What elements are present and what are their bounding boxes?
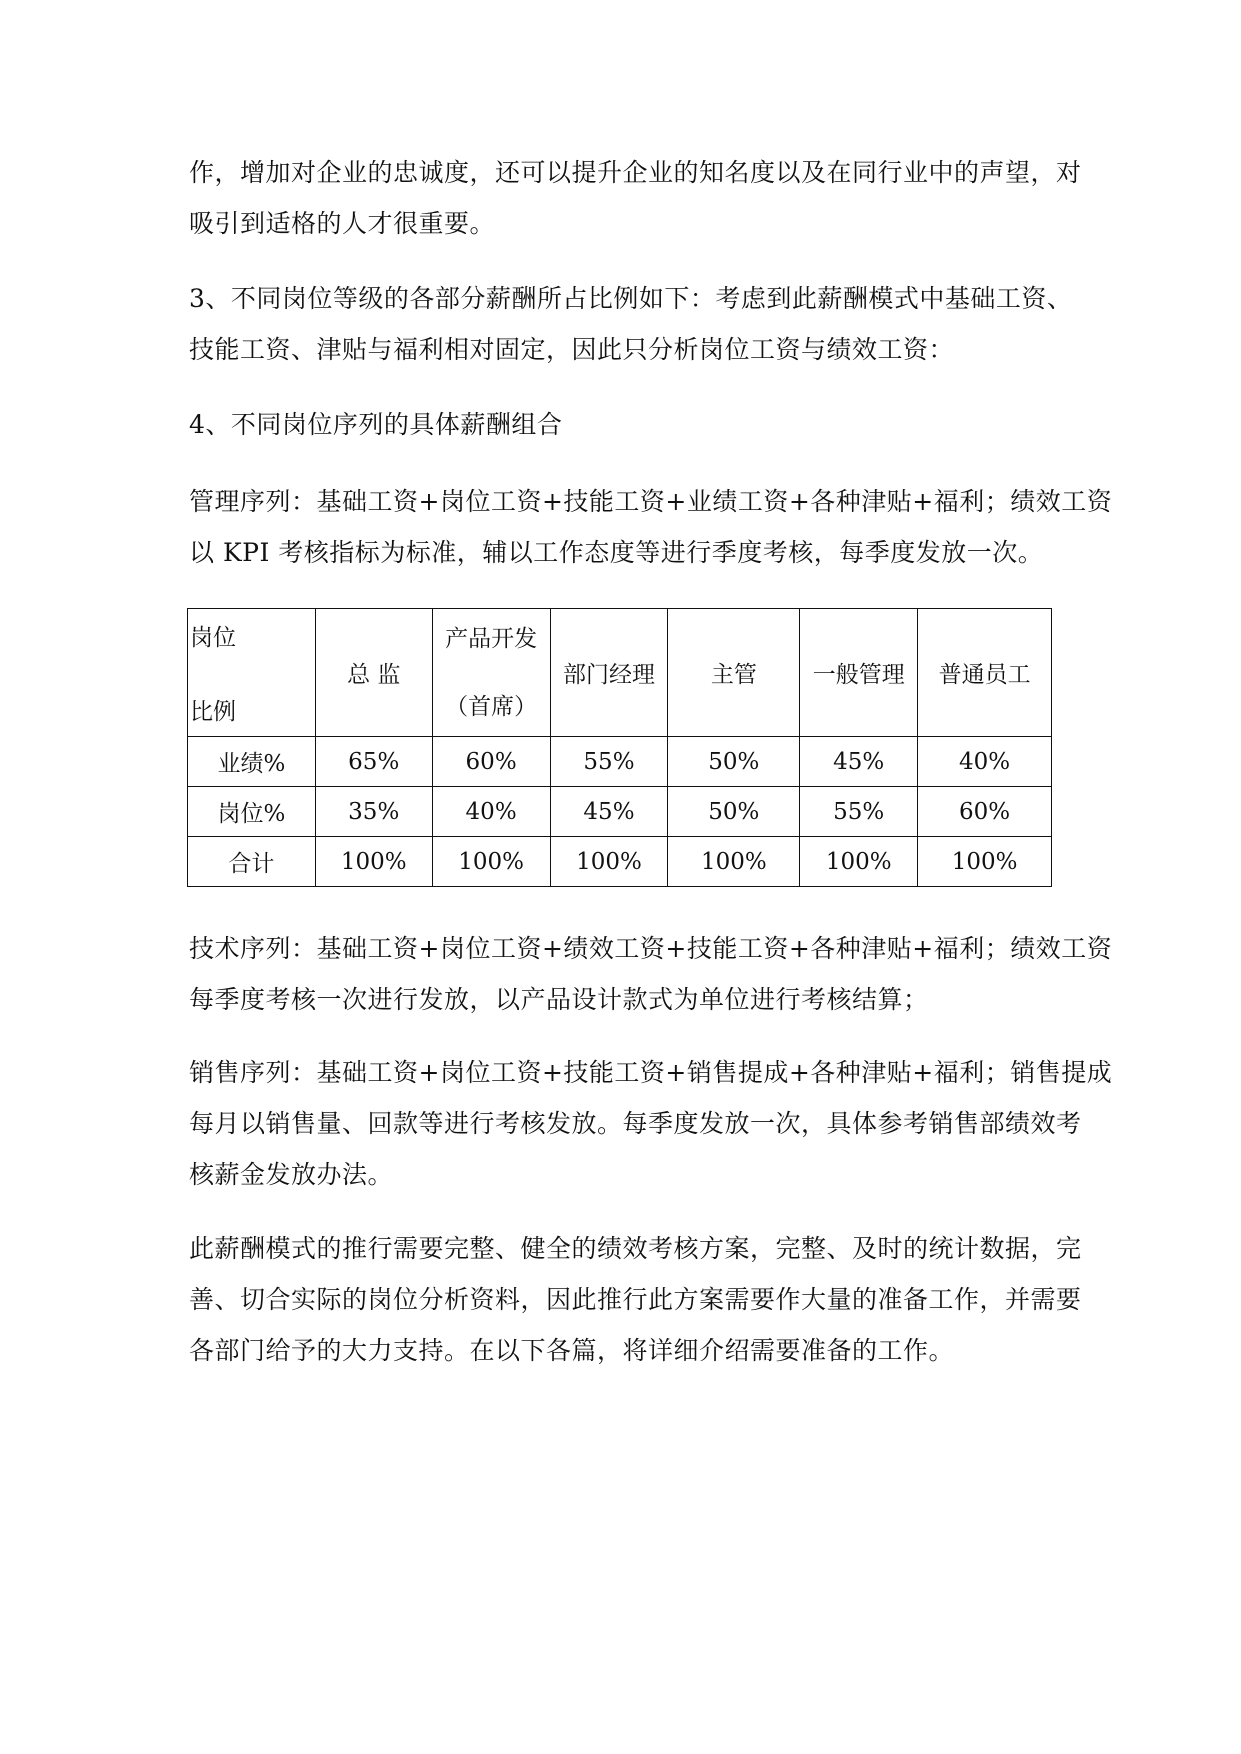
table-cell: 55% [800,787,918,837]
table-header-row [188,609,1052,737]
table-cell: 100% [918,837,1052,887]
table-cell: 35% [315,787,432,837]
table-cell: 100% [315,837,432,887]
header-product-dev [432,609,550,737]
table-cell: 40% [918,737,1052,787]
header-staff: 普通员工 [918,609,1052,737]
table-row [188,787,1052,837]
header-product-dev-line1: 产品开发 [445,625,538,652]
table-row [188,737,1052,787]
text-line: 每季度考核一次进行发放，以产品设计款式为单位进行考核结算； [189,985,929,1014]
text-line: 每月以销售量、回款等进行考核发放。每季度发放一次，具体参考销售部绩效考 [189,1109,1082,1138]
header-dept-manager: 部门经理 [550,609,668,737]
table-row [188,837,1052,887]
text-line: 各部门给予的大力支持。在以下各篇，将详细介绍需要准备的工作。 [189,1336,955,1365]
table-cell: 100% [432,837,550,887]
table-cell: 40% [432,787,550,837]
management-series-paragraph [189,476,1113,578]
table-cell: 50% [668,737,800,787]
salary-ratio-table [187,608,1052,887]
table-cell: 100% [668,837,800,887]
header-general-mgmt: 一般管理 [800,609,918,737]
text-line: 销售序列：基础工资+岗位工资+技能工资+销售提成+各种津贴+福利；销售提成 [189,1058,1113,1087]
table-cell: 45% [800,737,918,787]
row-label: 业绩% [188,737,316,787]
text-line: 以 KPI 考核指标为标准，辅以工作态度等进行季度考核，每季度发放一次。 [189,538,1044,567]
header-supervisor: 主管 [668,609,800,737]
intro-paragraph [189,147,1082,249]
text-line: 技术序列：基础工资+岗位工资+绩效工资+技能工资+各种津贴+福利；绩效工资 [189,934,1113,963]
text-line: 技能工资、津贴与福利相对固定，因此只分析岗位工资与绩效工资： [189,335,955,364]
text-line: 3、不同岗位等级的各部分薪酬所占比例如下：考虑到此薪酬模式中基础工资、 [189,284,1073,313]
sales-series-paragraph [189,1047,1113,1200]
text-line: 4、不同岗位序列的具体薪酬组合 [189,410,563,439]
header-product-dev-line2: （首席） [445,693,538,720]
header-director: 总 监 [315,609,432,737]
closing-paragraph [189,1223,1082,1376]
table-cell: 60% [432,737,550,787]
corner-position-label: 岗位 [190,625,236,651]
table-cell: 100% [550,837,668,887]
text-line: 核薪金发放办法。 [189,1160,394,1189]
section-4-heading [189,399,1069,450]
text-line: 作，增加对企业的忠诚度，还可以提升企业的知名度以及在同行业中的声望，对 [189,158,1082,187]
table-cell: 65% [315,737,432,787]
table-cell: 60% [918,787,1052,837]
text-line: 吸引到适格的人才很重要。 [189,209,496,238]
row-label: 合计 [188,837,316,887]
text-line: 此薪酬模式的推行需要完整、健全的绩效考核方案，完整、及时的统计数据，完 [189,1234,1082,1263]
table-cell: 100% [800,837,918,887]
text-line: 管理序列：基础工资+岗位工资+技能工资+业绩工资+各种津贴+福利；绩效工资 [189,487,1113,516]
table-cell: 45% [550,787,668,837]
corner-ratio-label: 比例 [190,699,236,725]
section-3-paragraph [189,273,1073,375]
table-cell: 55% [550,737,668,787]
text-line: 善、切合实际的岗位分析资料，因此推行此方案需要作大量的准备工作，并需要 [189,1285,1082,1314]
corner-header-cell [188,609,316,737]
row-label: 岗位% [188,787,316,837]
technical-series-paragraph [189,923,1113,1025]
table-cell: 50% [668,787,800,837]
